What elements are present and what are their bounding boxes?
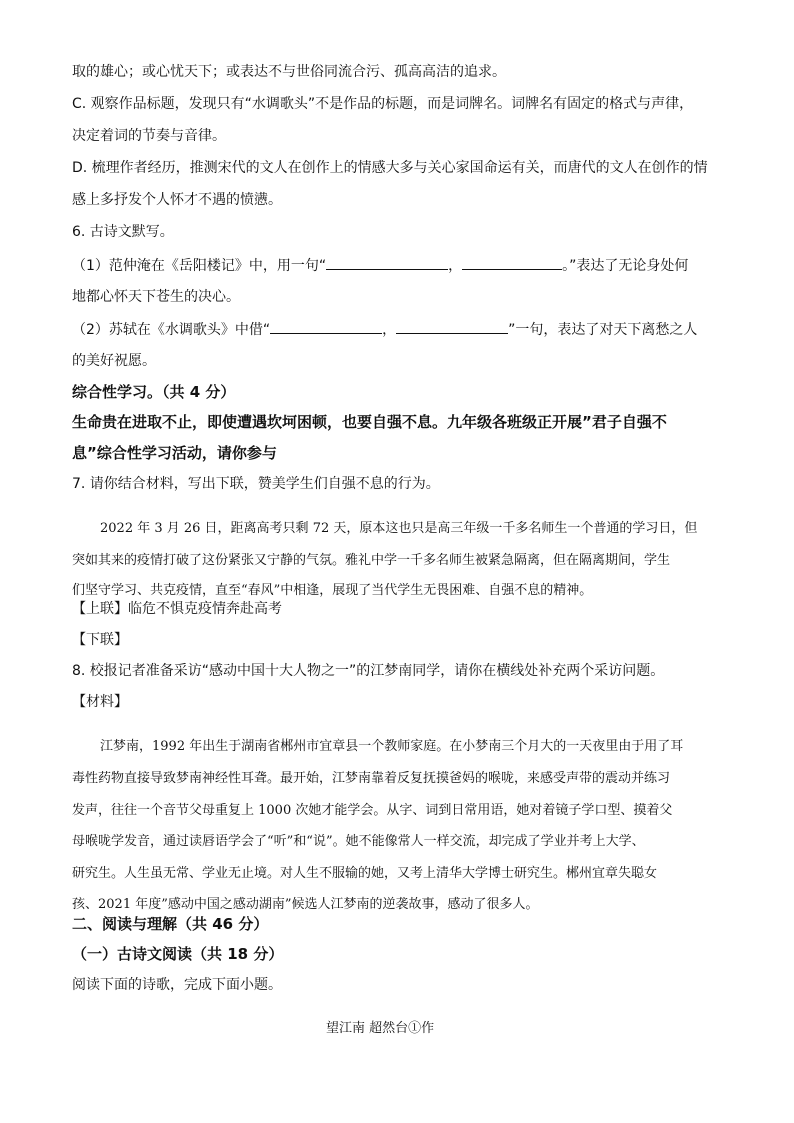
option-d-line2: 感上多抒发个人怀才不遇的愤懑。 (72, 192, 282, 208)
q6-1-comma: ， (448, 258, 463, 274)
q6-1-prefix: （1）范仲淹在《岳阳楼记》中，用一句“ (72, 258, 327, 274)
q6-2-comma: ， (382, 322, 397, 338)
section-heading-comprehensive: 综合性学习。（共 4 分） (72, 383, 236, 401)
section-2-heading: 二、阅读与理解（共 46 分） (72, 915, 269, 933)
answer-blank-3[interactable] (270, 319, 382, 334)
question-6: 6. 古诗文默写。 (72, 224, 174, 240)
section-2-1-heading: （一）古诗文阅读（共 18 分） (72, 945, 284, 963)
material-8-line3: 发声，往往一个音节父母重复上 1000 次她才能学会。从字、词到日常用语，她对着镜子学口型、摸着父 (72, 803, 673, 818)
question-6-1 (72, 255, 688, 276)
question-6-2-line2: 的美好祝愿。 (72, 353, 156, 369)
question-6-2 (72, 319, 697, 340)
poem-title: 望江南 超然台①作 (326, 1021, 435, 1036)
q6-1-suffix: 。”表达了无论身处何 (562, 258, 689, 274)
material-8-line1: 江梦南，1992 年出生于湖南省郴州市宜章县一个教师家庭。在小梦南三个月大的一天夜里由于用了耳 (100, 739, 684, 754)
answer-blank-4[interactable] (396, 319, 508, 334)
material-8-line4: 母喉咙学发音，通过读唇语学会了“听”和“说”。她不能像常人一样交流，却完成了学业并考上大学、 (72, 834, 645, 849)
material-7-line3: 们坚守学习、共克疫情，直至“春风”中相逢，展现了当代学生无畏困难、自强不息的精神。 (72, 583, 593, 598)
option-c-line2: 决定着词的节奏与音律。 (72, 128, 226, 144)
q6-2-prefix: （2）苏轼在《水调歌头》中借“ (72, 322, 271, 338)
lower-couplet: 【下联】 (72, 632, 128, 648)
material-7-line2: 突如其来的疫情打破了这份紧张又宁静的气氛。雅礼中学一千多名师生被紧急隔离，但在隔离期间，学生 (72, 553, 671, 568)
option-c-line1: C. 观察作品标题，发现只有“水调歌头”不是作品的标题，而是词牌名。词牌名有固定的格式与声律， (72, 96, 694, 112)
reading-instruction: 阅读下面的诗歌，完成下面小题。 (72, 977, 282, 993)
q6-2-suffix: ”一句，表达了对天下离愁之人 (508, 322, 698, 338)
option-b-continuation: 取的雄心；或心忧天下；或表达不与世俗同流合污、孤高高洁的追求。 (72, 64, 506, 80)
material-8-line5: 研究生。人生虽无常、学业无止境。对人生不服输的她，又考上清华大学博士研究生。郴州宜章失聪女 (72, 866, 658, 881)
material-label: 【材料】 (72, 694, 128, 710)
material-7-line1: 2022 年 3 月 26 日，距离高考只剩 72 天，原本这也只是高三年级一千多名师生一个普通的学习日，但 (100, 521, 698, 536)
answer-blank-2[interactable] (462, 255, 562, 270)
material-8-line6: 孩、2021 年度”感动中国之感动湖南”候选人江梦南的逆袭故事，感动了很多人。 (72, 897, 539, 912)
question-7: 7. 请你结合材料，写出下联，赞美学生们自强不息的行为。 (72, 476, 440, 492)
option-d-line1: D. 梳理作者经历，推测宋代的文人在创作上的情感大多与关心家国命运有关，而唐代的文人在创作的情 (72, 160, 708, 176)
upper-couplet: 【上联】临危不惧克疫情奔赴高考 (72, 601, 282, 617)
material-8-line2: 毒性药物直接导致梦南神经性耳聋。最开始，江梦南靠着反复抚摸爸妈的喉咙，来感受声带的震动并练习 (72, 771, 671, 786)
question-8: 8. 校报记者准备采访“感动中国十大人物之一”的江梦南同学，请你在横线处补充两个采访问题。 (72, 663, 665, 679)
intro-line2: 息”综合性学习活动，请你参与 (72, 444, 277, 462)
intro-line1: 生命贵在进取不止，即使遭遇坎坷困顿，也要自强不息。九年级各班级正开展”君子自强不 (72, 413, 667, 431)
answer-blank-1[interactable] (326, 255, 448, 270)
question-6-1-line2: 地都心怀天下苍生的决心。 (72, 289, 240, 305)
